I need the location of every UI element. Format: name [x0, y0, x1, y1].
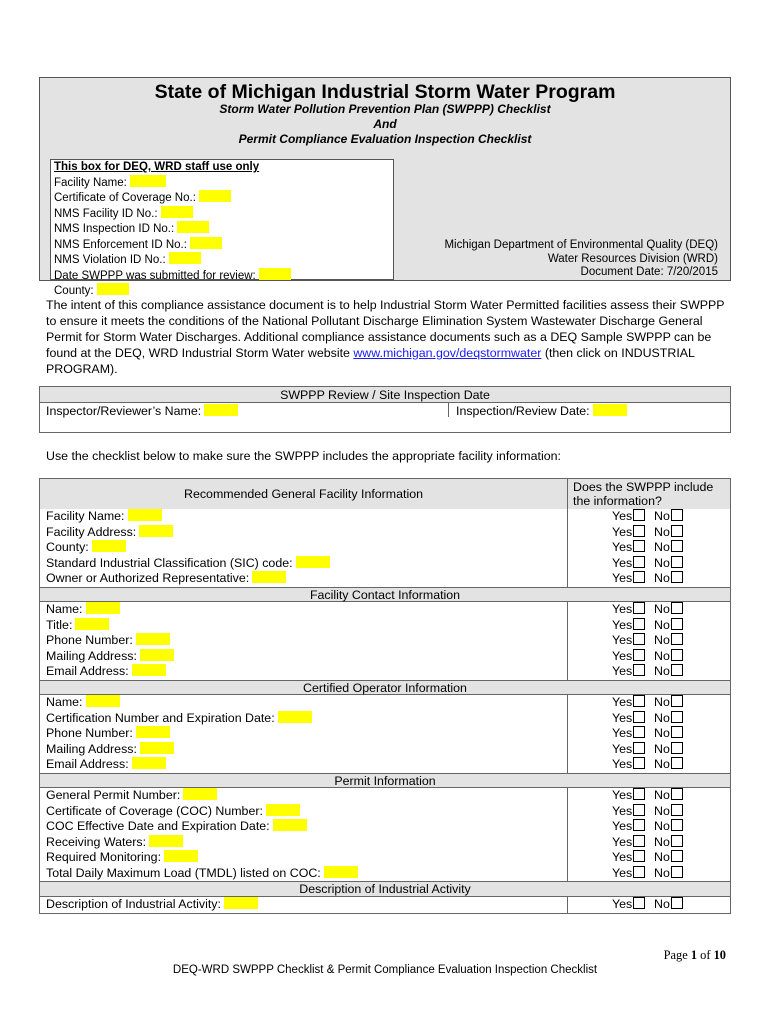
no-checkbox[interactable] [671, 711, 683, 723]
no-checkbox[interactable] [671, 757, 683, 769]
inspection-divider [448, 402, 449, 417]
field-input[interactable] [140, 742, 174, 754]
page-number: Page 1 of 10 [663, 948, 726, 962]
no-checkbox[interactable] [671, 571, 683, 583]
staff-field-nms-violation-id: NMS Violation ID No.: [54, 252, 393, 268]
county-input[interactable] [97, 283, 129, 295]
inspection-table [39, 386, 731, 433]
yes-checkbox[interactable] [633, 509, 645, 521]
field-input[interactable] [140, 649, 174, 661]
checklist-lead: Use the checklist below to make sure the SWPPP includes the appropriate facility information: [46, 449, 561, 463]
yes-checkbox[interactable] [633, 695, 645, 707]
table-row: Email Address: Yes No [40, 664, 730, 680]
staff-field-nms-facility-id: NMS Facility ID No.: [54, 206, 393, 222]
coc-number-input[interactable] [199, 190, 231, 202]
yes-checkbox[interactable] [633, 835, 645, 847]
no-checkbox[interactable] [671, 788, 683, 800]
field-input[interactable] [273, 819, 307, 831]
table-row: Facility Name: Yes No [40, 509, 730, 525]
yes-checkbox[interactable] [633, 866, 645, 878]
table-row: Email Address: Yes No [40, 757, 730, 773]
table-row: Name: Yes No [40, 695, 730, 711]
table-row: COC Effective Date and Expiration Date: Yes No [40, 819, 730, 835]
yes-checkbox[interactable] [633, 850, 645, 862]
field-input[interactable] [136, 633, 170, 645]
nms-facility-id-input[interactable] [161, 206, 193, 218]
yes-checkbox[interactable] [633, 711, 645, 723]
staff-use-box [50, 159, 394, 297]
field-input[interactable] [164, 850, 198, 862]
nms-violation-id-input[interactable] [169, 252, 201, 264]
subtitle-and: And [373, 117, 397, 131]
no-checkbox[interactable] [671, 835, 683, 847]
section-header-permit: Permit Information [40, 773, 730, 789]
table-row: Mailing Address: Yes No [40, 742, 730, 758]
table-row: Description of Industrial Activity: Yes No [40, 897, 730, 913]
subtitle-permit: Permit Compliance Evaluation Inspection Checklist [238, 132, 532, 146]
staff-field-nms-enforcement-id: NMS Enforcement ID No.: [54, 237, 393, 253]
agency-block [444, 239, 718, 280]
inspection-table-heading: SWPPP Review / Site Inspection Date [40, 387, 730, 403]
no-checkbox[interactable] [671, 850, 683, 862]
field-input[interactable] [132, 757, 166, 769]
table-row: Receiving Waters: Yes No [40, 835, 730, 851]
staff-field-facility-name: Facility Name: [54, 175, 393, 191]
field-input[interactable] [278, 711, 312, 723]
staff-field-county: County: [54, 283, 393, 299]
field-input[interactable] [296, 556, 330, 568]
table-row: County: Yes No [40, 540, 730, 556]
table-row: Title: Yes No [40, 618, 730, 634]
no-checkbox[interactable] [671, 556, 683, 568]
field-input[interactable] [136, 726, 170, 738]
date-submitted-input[interactable] [259, 268, 291, 280]
yes-checkbox[interactable] [633, 726, 645, 738]
yes-checkbox[interactable] [633, 556, 645, 568]
column-header-info: Recommended General Facility Information [40, 479, 567, 509]
review-date-input[interactable] [593, 404, 627, 416]
reviewer-name-field: Inspector/Reviewer’s Name: [46, 404, 238, 419]
reviewer-name-input[interactable] [204, 404, 238, 416]
no-checkbox[interactable] [671, 618, 683, 630]
division-name: Water Resources Division (WRD) [547, 252, 718, 265]
field-input[interactable] [266, 804, 300, 816]
header-box [39, 77, 731, 297]
field-input[interactable] [86, 695, 120, 707]
table-row: General Permit Number: Yes No [40, 788, 730, 804]
no-checkbox[interactable] [671, 866, 683, 878]
page-title: State of Michigan Industrial Storm Water Program [154, 81, 616, 103]
yes-checkbox[interactable] [633, 540, 645, 552]
table-row: Phone Number: Yes No [40, 633, 730, 649]
field-input[interactable] [324, 866, 358, 878]
field-input[interactable] [149, 835, 183, 847]
no-checkbox[interactable] [671, 540, 683, 552]
yes-checkbox[interactable] [633, 664, 645, 676]
yes-checkbox[interactable] [633, 525, 645, 537]
yes-checkbox[interactable] [633, 804, 645, 816]
table-row: Mailing Address: Yes No [40, 649, 730, 665]
field-input[interactable] [139, 525, 173, 537]
table-row: Certificate of Coverage (COC) Number: Yes No [40, 804, 730, 820]
field-input[interactable] [132, 664, 166, 676]
no-checkbox[interactable] [671, 742, 683, 754]
review-date-field: Inspection/Review Date: [456, 404, 627, 419]
section-header-operator: Certified Operator Information [40, 680, 730, 696]
field-input[interactable] [183, 788, 217, 800]
staff-box-heading: This box for DEQ, WRD staff use only [54, 161, 260, 173]
table-row: Standard Industrial Classification (SIC) code: Yes No [40, 556, 730, 572]
document-date: Document Date: 7/20/2015 [580, 266, 718, 278]
footer-title: DEQ-WRD SWPPP Checklist & Permit Compliance Evaluation Inspection Checklist [172, 964, 598, 976]
field-input[interactable] [86, 602, 120, 614]
no-checkbox[interactable] [671, 726, 683, 738]
table-row: Total Daily Maximum Load (TMDL) listed on COC: Yes No [40, 866, 730, 882]
staff-field-nms-inspection-id: NMS Inspection ID No.: [54, 221, 393, 237]
yes-checkbox[interactable] [633, 649, 645, 661]
table-row: Required Monitoring: Yes No [40, 850, 730, 866]
table-row: Certification Number and Expiration Date: Yes No [40, 711, 730, 727]
subtitle-swppp: Storm Water Pollution Prevention Plan (SWPPP) Checklist [219, 102, 551, 116]
yes-checkbox[interactable] [633, 788, 645, 800]
yes-checkbox[interactable] [633, 757, 645, 769]
no-checkbox[interactable] [671, 633, 683, 645]
yes-checkbox[interactable] [633, 897, 645, 909]
yes-checkbox[interactable] [633, 618, 645, 630]
yes-checkbox[interactable] [633, 633, 645, 645]
nms-inspection-id-input[interactable] [177, 221, 209, 233]
yes-checkbox[interactable] [633, 602, 645, 614]
yes-checkbox[interactable] [633, 742, 645, 754]
stormwater-website-link[interactable]: www.michigan.gov/deqstormwater [353, 346, 542, 360]
no-checkbox[interactable] [671, 602, 683, 614]
no-checkbox[interactable] [671, 509, 683, 521]
agency-name: Michigan Department of Environmental Quality (DEQ) [444, 239, 718, 251]
table-row: Facility Address: Yes No [40, 525, 730, 541]
section-header-activity: Description of Industrial Activity [40, 881, 730, 897]
no-checkbox[interactable] [671, 664, 683, 676]
field-input[interactable] [252, 571, 286, 583]
nms-enforcement-id-input[interactable] [190, 237, 222, 249]
facility-name-input[interactable] [130, 175, 166, 187]
column-header-included: Does the SWPPP include the information? [568, 479, 730, 509]
field-input[interactable] [75, 618, 109, 630]
table-row: Name: Yes No [40, 602, 730, 618]
staff-field-date-submitted: Date SWPPP was submitted for review: [54, 268, 393, 284]
yes-checkbox[interactable] [633, 819, 645, 831]
no-checkbox[interactable] [671, 804, 683, 816]
no-checkbox[interactable] [671, 897, 683, 909]
intro-paragraph: The intent of this compliance assistance document is to help Industrial Storm Water Permitted facilities assess their SWPPP to ensure it meets the conditions of the National Pollutant Discharge Elimination System Wastewater Discharge General Permit for Storm Water Discharges. Additional compliance assistance documents such as a DEQ Sample SWPPP can be found at the DEQ, WRD Industrial Storm Water website www.michigan.gov/deqstormwater (then click on INDUSTRIAL PROGRAM). [46, 298, 725, 376]
no-checkbox[interactable] [671, 819, 683, 831]
no-checkbox[interactable] [671, 525, 683, 537]
no-checkbox[interactable] [671, 649, 683, 661]
field-input[interactable] [92, 540, 126, 552]
table-row: Owner or Authorized Representative: Yes No [40, 571, 730, 587]
field-input[interactable] [128, 509, 162, 521]
yes-checkbox[interactable] [633, 571, 645, 583]
staff-field-coc-no: Certificate of Coverage No.: [54, 190, 393, 206]
table-row: Phone Number: Yes No [40, 726, 730, 742]
checklist-table [39, 478, 731, 914]
no-checkbox[interactable] [671, 695, 683, 707]
section-header-contact: Facility Contact Information [40, 587, 730, 603]
field-input[interactable] [224, 897, 258, 909]
